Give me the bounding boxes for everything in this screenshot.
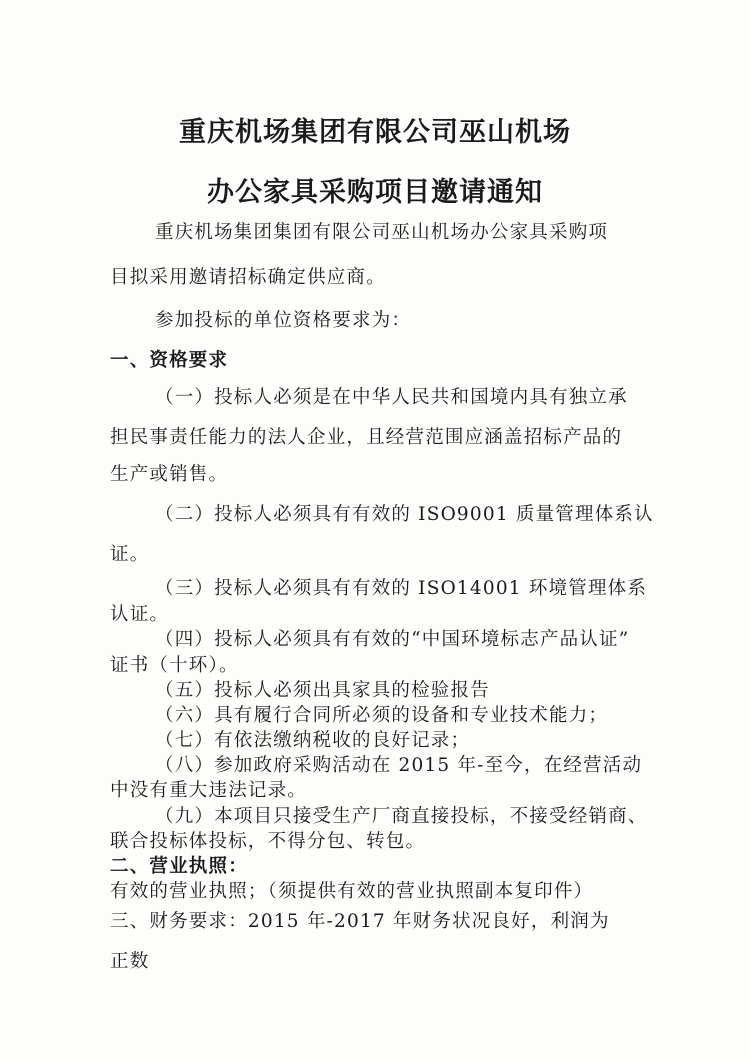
section2-heading: 二、营业执照：	[110, 856, 248, 877]
section1-heading: 一、资格要求	[110, 350, 229, 371]
item2-line2: 证。	[110, 544, 150, 565]
item8-line2: 中没有重大违法记录。	[110, 780, 308, 801]
item4-line2: 证书（十环）。	[110, 655, 239, 676]
item1-line2: 担民事责任能力的法人企业，且经营范围应涵盖招标产品的	[110, 427, 623, 448]
item9-line1: （九）本项目只接受生产厂商直接投标，不接受经销商、	[155, 806, 648, 827]
section3-line1: 三、财务要求：2015 年-2017 年财务状况良好，利润为	[110, 911, 610, 932]
intro-line2: 目拟采用邀请招标确定供应商。	[110, 267, 386, 288]
document-title-line1: 重庆机场集团有限公司巫山机场	[179, 117, 571, 148]
item2-line1: （二）投标人必须具有有效的 ISO9001 质量管理体系认	[155, 504, 654, 525]
item1-line1: （一）投标人必须是在中华人民共和国境内具有独立承	[155, 387, 628, 408]
item6: （六）具有履行合同所必须的设备和专业技术能力；	[155, 705, 609, 726]
item3-line1: （三）投标人必须具有有效的 ISO14001 环境管理体系	[155, 578, 648, 599]
item3-line2: 认证。	[110, 604, 170, 625]
item7: （七）有依法缴纳税收的良好记录；	[155, 730, 471, 751]
item8-line1: （八）参加政府采购活动在 2015 年-至今，在经营活动	[155, 755, 643, 776]
intro-line1: 重庆机场集团集团有限公司巫山机场办公家具采购项	[155, 222, 609, 243]
item9-line2: 联合投标体投标，不得分包、转包。	[110, 831, 426, 852]
section2-text: 有效的营业执照；（须提供有效的营业执照副本复印件）	[110, 881, 594, 902]
item1-line3: 生产或销售。	[110, 464, 229, 485]
item5: （五）投标人必须出具家具的检验报告	[155, 680, 490, 701]
item4-line1: （四）投标人必须具有有效的“中国环境标志产品认证”	[155, 629, 630, 650]
document-title-line2: 办公家具采购项目邀请通知	[207, 177, 543, 208]
requirements-intro: 参加投标的单位资格要求为：	[155, 310, 412, 331]
section3-line2: 正数	[110, 951, 150, 972]
